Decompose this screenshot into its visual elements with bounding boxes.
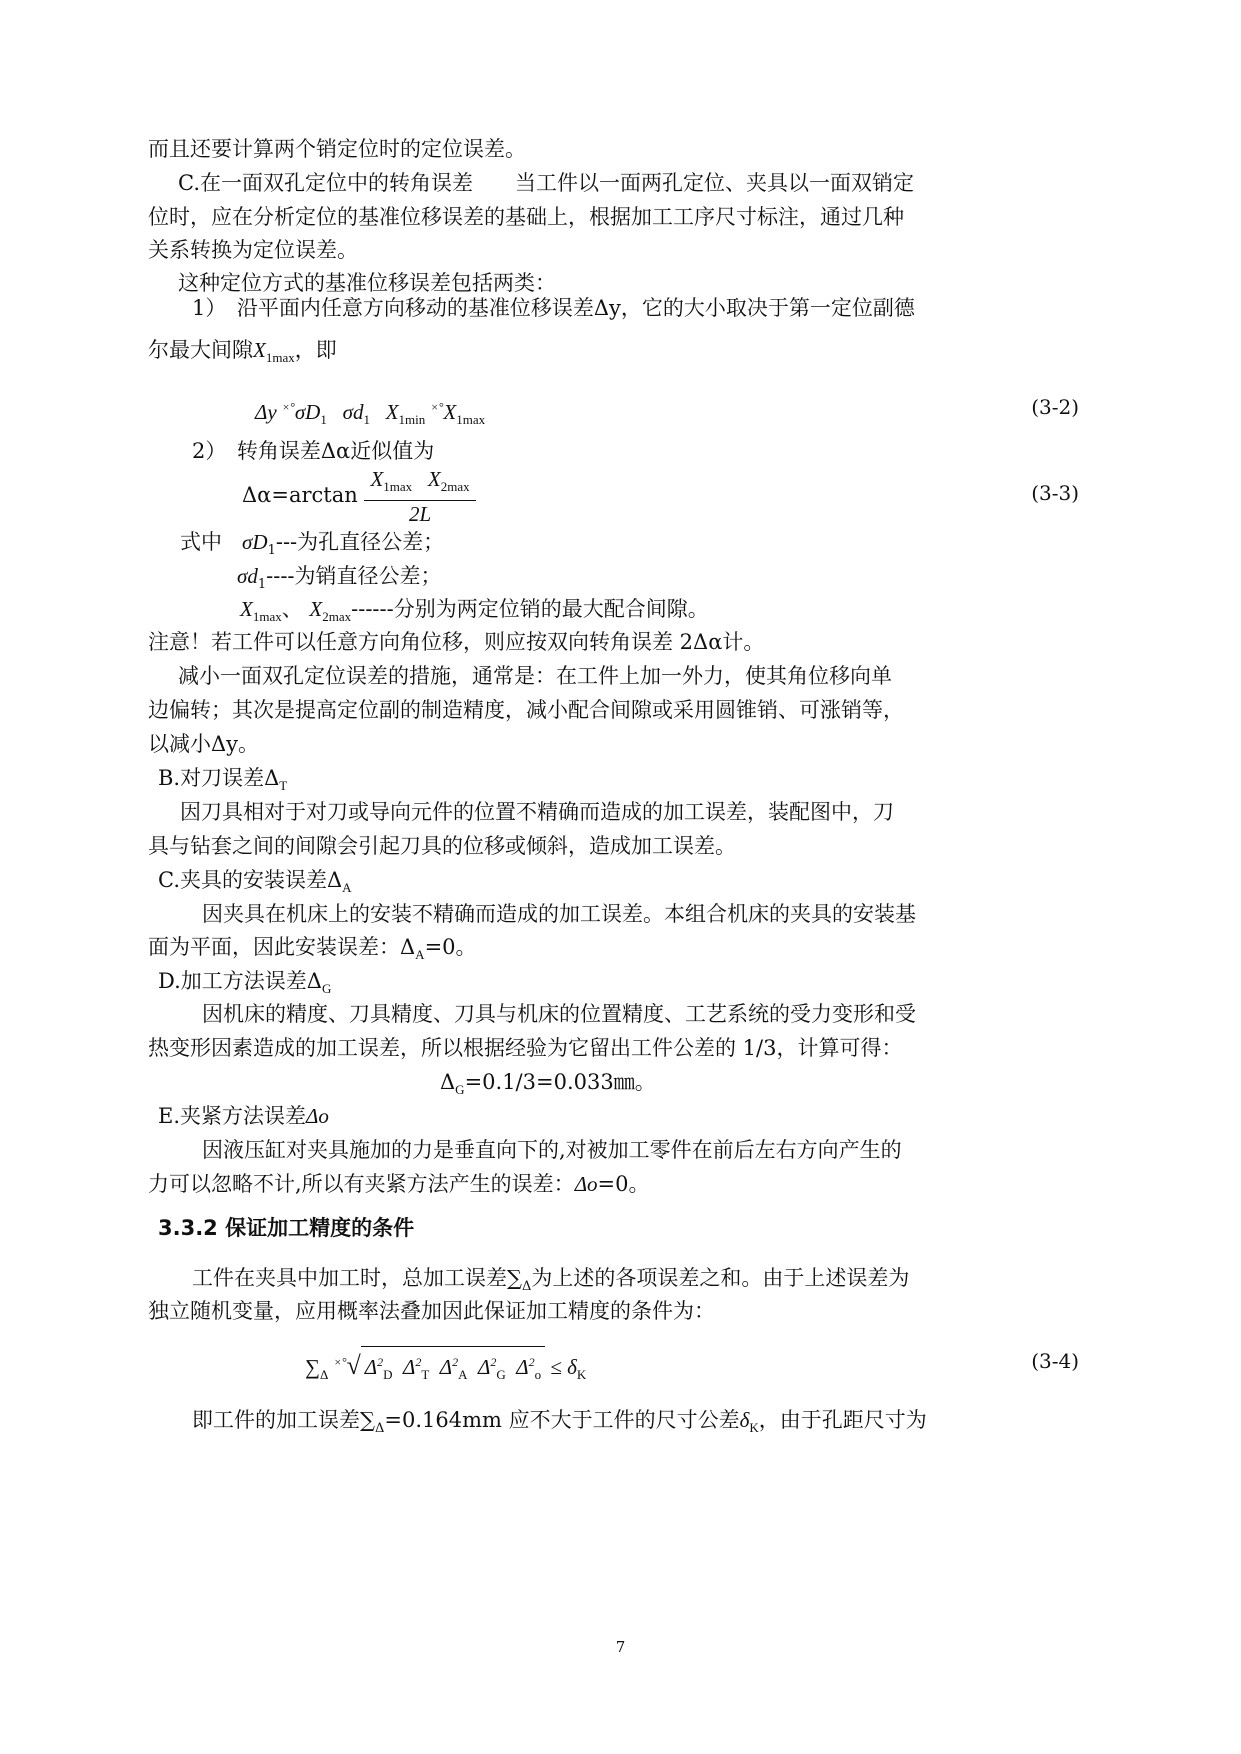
text-line: C.在一面双孔定位中的转角误差 当工件以一面两孔定位、夹具以一面双销定: [178, 171, 914, 195]
text-line: 1） 沿平面内任意方向移动的基准位移误差Δy，它的大小取决于第一定位副德: [192, 296, 915, 320]
text-line: 式中 $\sigma D_1---$为孔直径公差；: [180, 530, 445, 558]
text-span: 尔最大间隙: [148, 338, 253, 362]
text-line: 独立随机变量，应用概率法叠加因此保证加工精度的条件为：: [148, 1299, 715, 1323]
text-line: 即工件的加工误差$\sum_\Delta=0.164mm$ 应不大于工件的尺寸公差$\delta_K$，由于孔距尺寸为: [192, 1408, 927, 1436]
text-line: 注意！若工件可以任意方向角位移，则应按双向转角误差 2Δα计。: [148, 630, 765, 654]
text-line: 而且还要计算两个销定位时的定位误差。: [148, 137, 526, 161]
text-line: 因夹具在机床上的安装不精确而造成的加工误差。本组合机床的夹具的安装基: [202, 902, 916, 926]
text-span: ，即: [294, 338, 337, 362]
text-line: 因液压缸对夹具施加的力是垂直向下的,对被加工零件在前后左右方向产生的: [202, 1138, 902, 1162]
text-line: $\sigma d_1----$为销直径公差；: [237, 564, 442, 592]
text-line: D.加工方法误差$\Delta_G$: [158, 969, 332, 996]
text-line: 热变形因素造成的加工误差，所以根据经验为它留出工件公差的 1/3，计算可得：: [148, 1036, 903, 1060]
text-line: 力可以忽略不计,所以有夹紧方法产生的误差：Δo=0。: [148, 1172, 650, 1196]
text-line: 因机床的精度、刀具精度、刀具与机床的位置精度、工艺系统的受力变形和受: [202, 1002, 916, 1026]
text-line: 因刀具相对于对刀或导向元件的位置不精确而造成的加工误差，装配图中，刀: [180, 800, 894, 824]
text-line: E.夹紧方法误差Δo: [158, 1104, 329, 1128]
equation-number: (3-3): [1031, 481, 1079, 505]
text-line: 减小一面双孔定位误差的措施，通常是：在工件上加一外力，使其角位移向单: [178, 664, 892, 688]
text-line: 这种定位方式的基准位移误差包括两类：: [178, 271, 556, 295]
text-line: $\Delta_G=0.1/3=0.033㎜$。: [440, 1070, 656, 1097]
math-x1max: $X_{1max}$: [253, 338, 295, 365]
text-line: 关系转换为定位误差。: [148, 238, 358, 262]
text-line: [148, 335, 337, 373]
text-line: 2） 转角误差Δα近似值为: [192, 439, 435, 463]
equation-3-3: Δα=arctan $\frac{X_{1max} X_{2max}}{2L}$: [242, 466, 476, 527]
text-line: 以减小Δy。: [148, 732, 260, 756]
equation-number: (3-2): [1031, 395, 1079, 419]
text-line: C.夹具的安装误差$\Delta_A$: [158, 868, 352, 895]
text-line: $X_{1max}$、 $X_{2max}------$分别为两定位销的最大配合间隙。: [240, 597, 709, 624]
text-line: 具与钻套之间的间隙会引起刀具的位移或倾斜，造成加工误差。: [148, 834, 736, 858]
fraction: $\frac{X_{1max} X_{2max}}{2L}$: [364, 466, 475, 527]
equation-3-2: Δy $^{\times^\circ}\sigma D_1$ $\sigma d_1$ $X_{1min}$ $^{\times^\circ}X_{1max}$: [255, 400, 486, 427]
text-line: 边偏转；其次是提高定位副的制造精度，减小配合间隙或采用圆锥销、可涨销等，: [148, 698, 904, 722]
text-line: 面为平面，因此安装误差：$\Delta_A=0$。: [148, 935, 477, 962]
page-number: 7: [615, 1638, 626, 1656]
equation-3-4: $\sum_\Delta$ ×°√ $\Delta^2_D$ $\Delta^2_T$ $\Delta^2_A$ $\Delta^2_G$ $\Delta^2_o \le \delta_K$: [305, 1346, 586, 1390]
text-line: B.对刀误差$\Delta_T$: [158, 766, 288, 793]
text-line: 工件在夹具中加工时，总加工误差$\sum_\Delta$为上述的各项误差之和。由于上述误差为: [192, 1266, 910, 1294]
equation-number: (3-4): [1031, 1349, 1079, 1373]
section-heading: 3.3.2 保证加工精度的条件: [158, 1216, 415, 1240]
text-line: 位时，应在分析定位的基准位移误差的基础上，根据加工工序尺寸标注，通过几种: [148, 205, 904, 229]
